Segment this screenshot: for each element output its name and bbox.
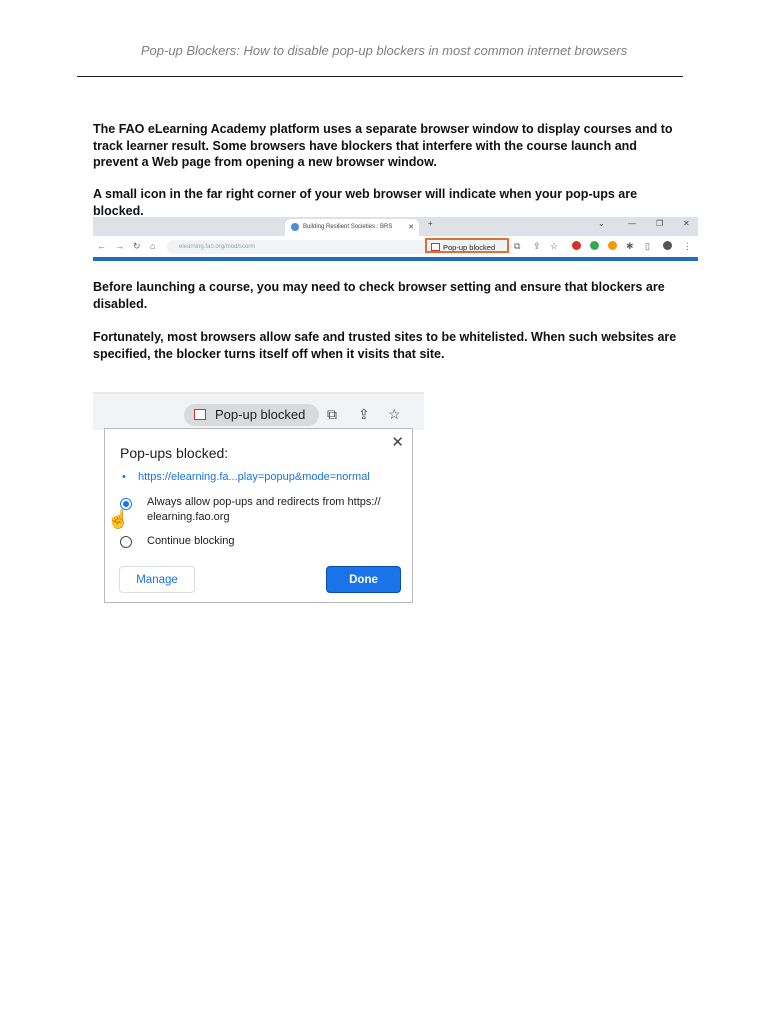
fox-extension-icon[interactable] xyxy=(608,241,617,250)
popup-blocked-icon xyxy=(194,409,206,420)
browser-tab[interactable] xyxy=(285,219,419,236)
popup-blocked-chip[interactable] xyxy=(184,404,319,426)
menu-kebab-icon[interactable]: ⋮ xyxy=(683,241,692,251)
open-in-app-icon[interactable]: ⧉ xyxy=(514,241,521,251)
toolbar-strip xyxy=(93,392,424,430)
back-icon[interactable]: ← xyxy=(97,241,106,251)
settings-paragraph: Before launching a course, you may need to check browser setting and ensure that blockers are disabled. xyxy=(93,280,665,311)
popup-blocked-label: Pop-up blocked xyxy=(443,243,496,252)
close-icon[interactable]: ✕ xyxy=(391,434,404,451)
bullet: • xyxy=(122,471,126,483)
reload-icon[interactable]: ↻ xyxy=(133,241,141,251)
restore-icon[interactable]: ❐ xyxy=(656,219,664,228)
icon-paragraph: A small icon in the far right corner of your web browser will indicate when your pop-ups are blocked. xyxy=(93,187,638,218)
url-field[interactable]: elearning.fao.org/mod/scorm xyxy=(167,240,512,254)
share-icon[interactable]: ⇪ xyxy=(533,241,541,251)
popup-dialog-screenshot xyxy=(93,392,424,607)
new-tab-icon[interactable]: + xyxy=(428,219,433,228)
page-accent-bar xyxy=(93,257,698,261)
pointer-cursor-icon: ☝ xyxy=(107,509,130,529)
tab-close-icon[interactable]: ✕ xyxy=(408,224,414,231)
open-in-app-icon[interactable]: ⧉ xyxy=(327,406,337,422)
grammar-extension-icon[interactable] xyxy=(590,241,599,250)
popups-blocked-dialog xyxy=(104,428,413,603)
whitelist-paragraph: Fortunately, most browsers allow safe and trusted sites to be whitelisted. When such websites are specified, the blocker turns itself off when it visits that site. xyxy=(93,330,677,361)
tab-favicon-icon xyxy=(291,223,299,231)
tab-title: Building Resilient Societies : BRS xyxy=(303,224,393,230)
done-button[interactable]: Done xyxy=(326,566,401,593)
forward-icon[interactable]: → xyxy=(115,241,124,251)
close-window-icon[interactable]: ✕ xyxy=(683,219,690,228)
page-header: Pop-up Blockers: How to disable pop-up blockers in most common internet browsers xyxy=(140,43,628,58)
popup-blocked-chip-label: Pop-up blocked xyxy=(215,407,306,422)
tab-strip xyxy=(93,217,698,236)
minimize-icon[interactable]: — xyxy=(628,219,636,228)
extensions-puzzle-icon[interactable]: ✱ xyxy=(626,241,634,251)
bookmark-star-icon[interactable]: ☆ xyxy=(388,406,401,422)
header-rule xyxy=(77,76,683,77)
intro-paragraph: The FAO eLearning Academy platform uses a separate browser window to display courses and to track learner result. Some browsers have blockers that interfere with the course launch and prevent a Web page from opening a new browser window. xyxy=(93,122,673,169)
block-option-label: Continue blocking xyxy=(147,535,235,547)
block-radio[interactable] xyxy=(120,536,132,548)
browser-toolbar-screenshot xyxy=(93,217,698,261)
blocked-popup-link[interactable]: https://elearning.fa...play=popup&mode=normal xyxy=(138,471,370,483)
dialog-title: Pop-ups blocked: xyxy=(120,445,229,461)
home-icon[interactable]: ⌂ xyxy=(150,241,156,251)
allow-option-label: Always allow pop-ups and redirects from https:// elearning.fao.org xyxy=(147,496,381,523)
popup-blocked-indicator[interactable] xyxy=(425,238,509,253)
address-bar-row xyxy=(93,236,698,258)
profile-avatar-icon[interactable] xyxy=(663,241,672,250)
popup-blocked-icon xyxy=(431,243,440,251)
side-panel-icon[interactable]: ▯ xyxy=(645,241,650,251)
tab-search-icon[interactable]: ⌄ xyxy=(598,219,605,228)
pinterest-extension-icon[interactable] xyxy=(572,241,581,250)
manage-button[interactable]: Manage xyxy=(119,566,195,593)
bookmark-star-icon[interactable]: ☆ xyxy=(550,241,559,251)
share-icon[interactable]: ⇪ xyxy=(358,406,370,422)
